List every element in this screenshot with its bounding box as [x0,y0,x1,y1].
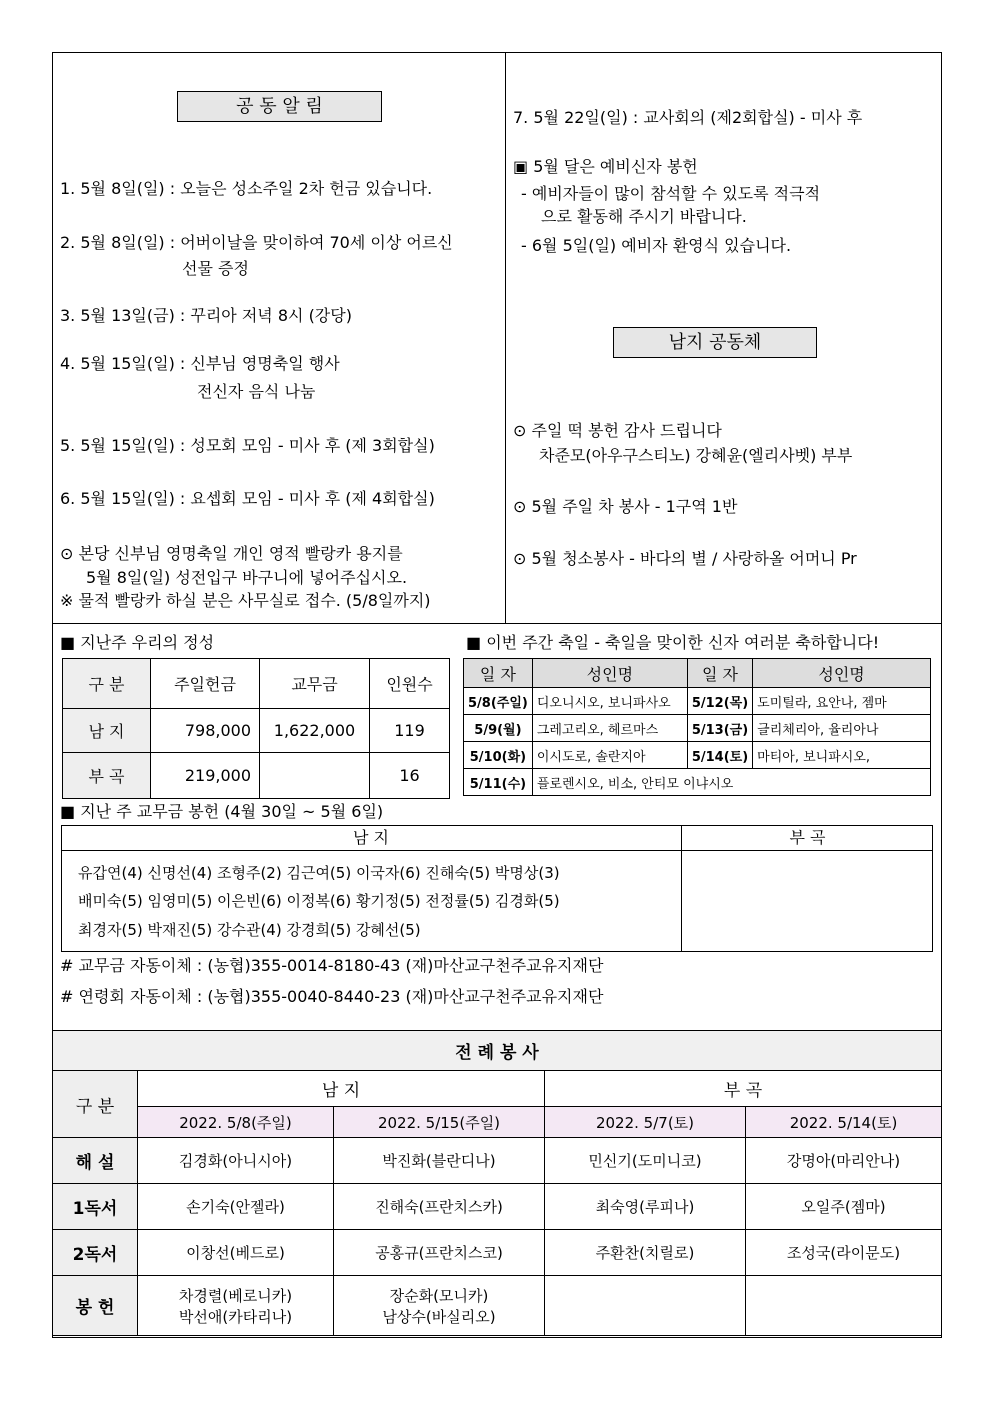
announce-right-item: 7. 5월 22일(일) : 교사회의 (제2회합실) - 미사 후 [513,108,863,127]
announce-item: 5. 5월 15일(일) : 성모회 모임 - 미사 후 (제 3회합실) [60,436,435,455]
feast-header: 성인명 [753,659,931,688]
announce-item: 1. 5월 8일(일) : 오늘은 성소주일 2차 헌금 있습니다. [60,179,433,198]
feast-date: 5/12(목) [687,688,752,715]
dues-col-namji: 남 지 [353,828,389,847]
announce-right-item: ▣ 5월 달은 예비신자 봉헌 [513,157,698,176]
liturgy-table [52,1030,942,1336]
liturgy-cell: 진해숙(프란치스카) [334,1184,545,1230]
liturgy-cell [334,1276,545,1336]
liturgy-cell: 주환찬(치릴로) [545,1230,746,1276]
feast-date: 5/8(주일) [464,688,533,715]
column-divider [505,52,506,623]
announce-right-item: - 6월 5일(일) 예비자 환영식 있습니다. [521,236,792,255]
offering-heading: ■ 지난주 우리의 정성 [60,633,215,652]
announce-right-item: 으로 활동해 주시기 바랍니다. [541,207,747,226]
liturgy-title: 전 례 봉 사 [53,1031,942,1071]
announce-right-item: - 예비자들이 많이 참석할 수 있도록 적극적 [521,184,821,203]
offering-header: 인원수 [370,659,450,709]
feast-saint: 글리체리아, 율리아나 [753,715,931,742]
feast-header: 일 자 [464,659,533,688]
feast-date: 5/14(토) [687,742,752,769]
liturgy-cell [746,1276,942,1336]
liturgy-cell: 김경화(아니시아) [138,1138,334,1184]
liturgy-cell: 손기숙(안젤라) [138,1184,334,1230]
liturgy-date: 2022. 5/14(토) [746,1107,942,1138]
announce-item: ⊙ 본당 신부님 영명축일 개인 영적 빨랑카 용지를 [60,544,403,563]
offering-row-label: 부 곡 [63,753,151,799]
bank-info: # 교무금 자동이체 : (농협)355-0014-8180-43 (재)마산교구천주교유지재단 [60,956,604,975]
feast-header: 성인명 [532,659,687,688]
announce-item: 선물 증정 [182,259,249,278]
dues-line: 최경자(5) 박재진(5) 강수관(4) 강경희(5) 강혜선(5) [78,921,421,939]
liturgy-cell: 이창선(베드로) [138,1230,334,1276]
liturgy-bugok: 부 곡 [545,1071,942,1107]
liturgy-cell: 최숙영(루피나) [545,1184,746,1230]
bank-info: # 연령회 자동이체 : (농협)355-0040-8440-23 (재)마산교구천주교유지재단 [60,987,604,1006]
offering-cell: 119 [370,709,450,753]
liturgy-cell: 민신기(도미니코) [545,1138,746,1184]
liturgy-name: 박선애(카타리나) [178,1307,293,1326]
feast-saint: 디오니시오, 보니파사오 [532,688,687,715]
dues-header-line [61,850,933,851]
dues-line: 유갑연(4) 신명선(4) 조형주(2) 김근여(5) 이국자(6) 진해숙(5) 박명상(3) [78,864,560,882]
offering-header: 주일헌금 [151,659,260,709]
feast-saint: 그레고리오, 헤르마스 [532,715,687,742]
offering-table [62,658,450,799]
liturgy-cell [545,1276,746,1336]
liturgy-date: 2022. 5/15(주일) [334,1107,545,1138]
announce-item: 4. 5월 15일(일) : 신부님 영명축일 행사 [60,354,340,373]
announce-item: ※ 물적 빨랑카 하실 분은 사무실로 접수. (5/8일까지) [60,591,431,610]
offering-cell: 1,622,000 [260,709,370,753]
liturgy-role: 1독서 [53,1184,138,1230]
liturgy-cell: 오일주(젬마) [746,1184,942,1230]
offering-cell: 16 [370,753,450,799]
feast-header: 일 자 [687,659,752,688]
community-item: ⊙ 주일 떡 봉헌 감사 드립니다 [513,421,722,440]
feast-saint: 플로렌시오, 비소, 안티모 이냐시오 [532,769,930,796]
liturgy-name: 장순화(모니카) [389,1286,489,1305]
offering-header: 교무금 [260,659,370,709]
feast-date: 5/9(월) [464,715,533,742]
liturgy-cell: 박진화(블란디나) [334,1138,545,1184]
liturgy-date: 2022. 5/7(토) [545,1107,746,1138]
offering-cell: 798,000 [151,709,260,753]
liturgy-role: 봉 헌 [53,1276,138,1336]
feast-date: 5/11(수) [464,769,533,796]
liturgy-namji: 남 지 [138,1071,545,1107]
feast-saint: 마티아, 보니파시오, [753,742,931,769]
liturgy-name: 남상수(바실리오) [382,1307,496,1326]
liturgy-gubun: 구 분 [53,1071,138,1138]
feast-heading: ■ 이번 주간 축일 - 축일을 맞이한 신자 여러분 축하합니다! [466,633,880,652]
dues-line: 배미숙(5) 임영미(5) 이은빈(6) 이정복(6) 황기정(5) 전정률(5) 김경화(5) [78,892,560,910]
feast-saint: 이시도로, 솔란지아 [532,742,687,769]
announce-item: 전신자 음식 나눔 [197,382,316,401]
offering-header: 구 분 [63,659,151,709]
liturgy-cell: 공홍규(프란치스코) [334,1230,545,1276]
offering-row-label: 남 지 [63,709,151,753]
announce-item: 5월 8일(일) 성전입구 바구니에 넣어주십시오. [86,568,408,587]
community-item: 차준모(아우구스티노) 강혜윤(엘리사벳) 부부 [539,446,853,465]
liturgy-name: 차경렬(베로니카) [178,1286,293,1305]
offering-cell: 219,000 [151,753,260,799]
community-title: 남지 공동체 [613,327,817,358]
feast-date: 5/10(화) [464,742,533,769]
liturgy-date: 2022. 5/8(주일) [138,1107,334,1138]
offering-cell [260,753,370,799]
dues-heading: ■ 지난 주 교무금 봉헌 (4월 30일 ~ 5월 6일) [60,802,384,821]
feast-date: 5/13(금) [687,715,752,742]
feast-saint: 도미틸라, 요안나, 젬마 [753,688,931,715]
section-divider [52,623,942,624]
announce-item: 3. 5월 13일(금) : 꾸리아 저녁 8시 (강당) [60,306,352,325]
liturgy-role: 2독서 [53,1230,138,1276]
feast-table [463,658,931,796]
community-item: ⊙ 5월 청소봉사 - 바다의 별 / 사랑하올 어머니 Pr [513,549,857,568]
liturgy-role: 해 설 [53,1138,138,1184]
liturgy-cell: 강명아(마리안나) [746,1138,942,1184]
liturgy-cell: 조성국(라이문도) [746,1230,942,1276]
community-item: ⊙ 5월 주일 차 봉사 - 1구역 1반 [513,497,738,516]
announce-item: 6. 5월 15일(일) : 요셉회 모임 - 미사 후 (제 4회합실) [60,489,435,508]
dues-col-bugok: 부 곡 [789,828,826,847]
announce-item: 2. 5월 8일(일) : 어버이날을 맞이하여 70세 이상 어르신 [60,233,453,252]
liturgy-cell [138,1276,334,1336]
announce-title: 공 동 알 림 [177,91,382,122]
